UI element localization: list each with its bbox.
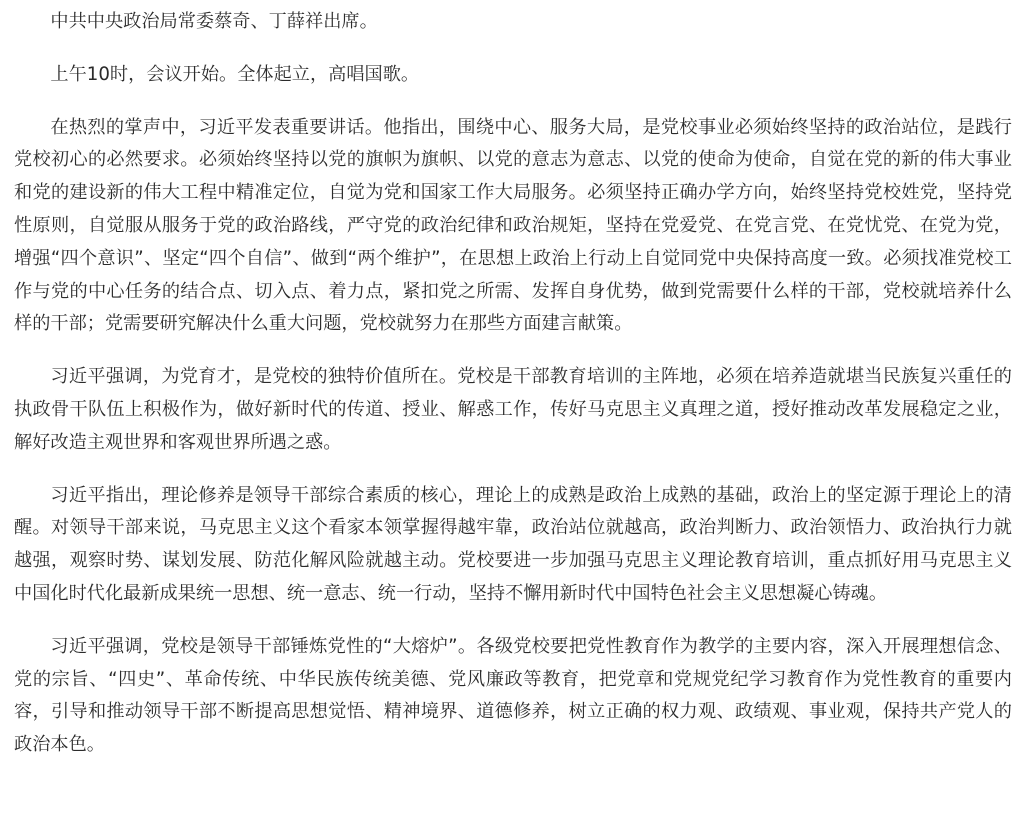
article-paragraph: 习近平强调，为党育才，是党校的独特价值所在。党校是干部教育培训的主阵地，必须在培养造就堪当民族复兴重任的执政骨干队伍上积极作为，做好新时代的传道、授业、解惑工作，传好马克思主义真理之道，授好推动改革发展稳定之业，解好改造主观世界和客观世界所遇之惑。	[14, 366, 1012, 453]
article-paragraph: 中共中央政治局常委蔡奇、丁薛祥出席。	[50, 11, 378, 32]
article-body	[14, 6, 1012, 782]
article-paragraph: 习近平指出，理论修养是领导干部综合素质的核心，理论上的成熟是政治上成熟的基础，政治上的坚定源于理论上的清醒。对领导干部来说，马克思主义这个看家本领掌握得越牢靠，政治站位就越高，政治判断力、政治领悟力、政治执行力就越强，观察时势、谋划发展、防范化解风险就越主动。党校要进一步加强马克思主义理论教育培训，重点抓好用马克思主义中国化时代化最新成果统一思想、统一意志、统一行动，坚持不懈用新时代中国特色社会主义思想凝心铸魂。	[14, 484, 1012, 604]
article-paragraph: 上午10时，会议开始。全体起立，高唱国歌。	[50, 63, 420, 85]
article-paragraph: 在热烈的掌声中，习近平发表重要讲话。他指出，围绕中心、服务大局，是党校事业必须始终坚持的政治站位，是践行党校初心的必然要求。必须始终坚持以党的旗帜为旗帜、以党的意志为意志、以党的使命为使命，自觉在党的新的伟大事业和党的建设新的伟大工程中精准定位，自觉为党和国家工作大局服务。必须坚持正确办学方向，始终坚持党校姓党，坚持党性原则，自觉服从服务于党的政治路线，严守党的政治纪律和政治规矩，坚持在党爱党、在党言党、在党忧党、在党为党，增强“四个意识”、坚定“四个自信”、做到“两个维护”，在思想上政治上行动上自觉同党中央保持高度一致。必须找准党校工作与党的中心任务的结合点、切入点、着力点，紧扣党之所需、发挥自身优势，做到党需要什么样的干部，党校就培养什么样的干部；党需要研究解决什么重大问题，党校就努力在那些方面建言献策。	[14, 116, 1012, 335]
article-paragraph: 习近平强调，党校是领导干部锤炼党性的“大熔炉”。各级党校要把党性教育作为教学的主要内容，深入开展理想信念、党的宗旨、“四史”、革命传统、中华民族传统美德、党风廉政等教育，把党章和党规党纪学习教育作为党性教育的重要内容，引导和推动领导干部不断提高思想觉悟、精神境界、道德修养，树立正确的权力观、政绩观、事业观，保持共产党人的政治本色。	[14, 635, 1012, 756]
